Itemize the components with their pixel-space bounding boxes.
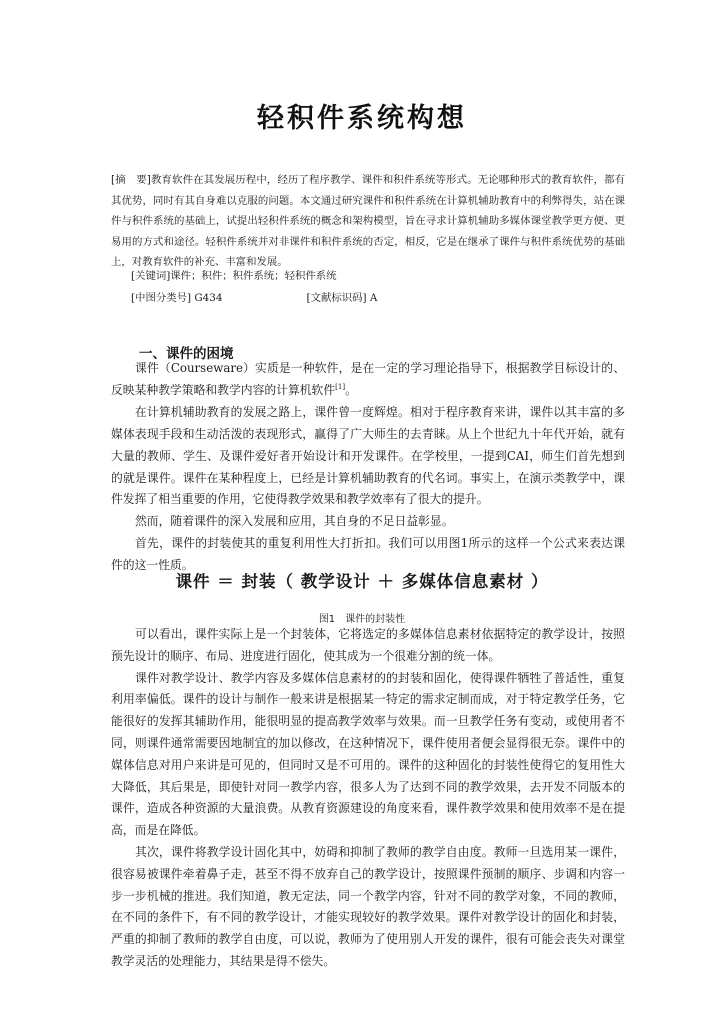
keywords-text: 课件；积件；积件系统；轻积件系统	[170, 270, 337, 282]
keywords	[131, 266, 625, 286]
paragraph: 课件对教学设计、教学内容及多媒体信息素材的的封装和固化，使得课件牺牲了普适性，重复利用率偏低。课件的设计与制作一般来讲是根据某一特定的需求定制而成，对于特定教学任务，它能很好的发挥其辅助作用，能很明显的提高教学效率与效果。而一旦教学任务有变动，或使用者不同，则课件通常需要因地制宜的加以修改，在这种情况下，课件使用者便会显得很无奈。课件中的媒体信息对用户来讲是可见的，但同时又是不可用的。课件的这种固化的封装性使得它的复用性大大降低，其后果是，即使针对同一教学内容，很多人为了达到不同的教学效果，去开发不同版本的课件，造成各种资源的大量浪费。从教育资源建设的角度来看，课件教学效果和使用效率不是在提高，而是在降低。	[111, 670, 625, 838]
abstract	[111, 170, 625, 273]
section-body-continued	[111, 624, 625, 973]
doc-code-label: [文献标识码]	[306, 292, 367, 304]
doc-code-value: A	[369, 292, 378, 304]
clc-label: [中图分类号]	[131, 292, 192, 304]
paragraph: 在计算机辅助教育的发展之路上，课件曾一度辉煌。相对于程序教育来讲，课件以其丰富的多媒体表现手段和生动活泼的表现形式，赢得了广大师生的去青睐。从上个世纪九十年代开始，就有大量的教师、学生、及课件爱好者开始设计和开发课件。在学校里，一提到CAI，师生们首先想到的就是课件。课件在某种程度上，已经是计算机辅助教育的代名词。事实上，在演示类教学中，课件发挥了相当重要的作用，它使得教学效果和教学效率有了很大的提升。	[111, 404, 625, 507]
figure-caption: 图1 课件的封装性	[318, 614, 406, 625]
abstract-text: 教育软件在其发展历程中，经历了程序教学、课件和积件系统等形式。无论哪种形式的教育软件，都有其优势，同时有其自身难以克服的问题。本文通过研究课件和积件系统在计算机辅助教育中的利弊得失，站在课件与积件系统的基础上，试提出轻积件系统的概念和架构模型，旨在寻求计算机辅助多媒体课堂教学更方便、更易用的方式和途径。轻积件系统并对非课件和积件系统的否定，相反，它是在继承了课件与积件系统优势的基础上，对教育软件的补充、丰富和发展。	[111, 174, 626, 269]
section-heading: 一、课件的困境	[139, 346, 234, 362]
section-body	[111, 358, 625, 577]
paragraph: 其次，课件将教学设计固化其中，妨碍和抑制了教师的教学自由度。教师一旦选用某一课件，很容易被课件牵着鼻子走，甚至不得不放弃自己的教学设计，按照课件预制的顺序、步调和内容一步一步机械的推进。我们知道，教无定法，同一个教学内容，针对不同的教学对象，不同的教师，在不同的条件下，有不同的教学设计，才能实现较好的教学效果。课件对教学设计的固化和封装，严重的抑制了教师的教学自由度，可以说，教师为了使用别人开发的课件，很有可能会丧失对课堂教学灵活的处理能力，其结果是得不偿失。	[111, 844, 625, 968]
clc-value: G434	[194, 292, 223, 304]
keywords-label: [关键词]	[131, 270, 171, 282]
paragraph-text: 。	[345, 382, 357, 397]
abstract-label: [摘 要]	[111, 174, 151, 186]
paragraph	[111, 358, 625, 402]
citation-ref: [1]	[335, 382, 346, 391]
paper-title: 轻积件系统构想	[257, 103, 467, 134]
paragraph: 首先，课件的封装使其的重复利用性大打折扣。我们可以用图1所示的这样一个公式来表达课件的这一性质。	[111, 536, 625, 573]
figure-formula: 课件 ＝ 封装（ 教学设计 ＋ 多媒体信息素材 ）	[175, 572, 549, 591]
paragraph: 可以看出，课件实际上是一个封装体，它将选定的多媒体信息素材依据特定的教学设计，按照预先设计的顺序、布局、进度进行固化，使其成为一个很难分割的统一体。	[111, 627, 625, 663]
classification-line	[131, 288, 625, 308]
paragraph-text: 课件（Courseware）实质是一种软件，是在一定的学习理论指导下，根据教学目标设计的、反映某种教学策略和教学内容的计算机软件	[111, 361, 625, 397]
paragraph: 然而，随着课件的深入发展和应用，其自身的不足日益彰显。	[135, 514, 454, 529]
